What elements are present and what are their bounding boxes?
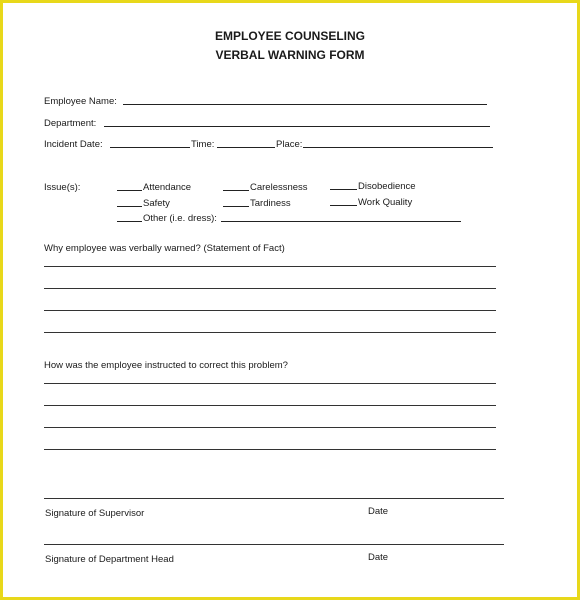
incident-date-label: Incident Date: [44, 139, 103, 150]
supervisor-date-label: Date [368, 506, 389, 517]
statement-answer-line[interactable] [44, 310, 496, 311]
attendance-checkline[interactable] [117, 190, 142, 191]
safety-option: Safety [143, 198, 170, 209]
issues-label: Issue(s): [44, 182, 81, 193]
form-title-line-1: EMPLOYEE COUNSELING [214, 29, 366, 43]
correction-answer-line[interactable] [44, 383, 496, 384]
correction-instructions-question: How was the employee instructed to correct this problem? [44, 360, 288, 371]
attendance-option: Attendance [143, 182, 192, 193]
tardiness-option: Tardiness [250, 198, 291, 209]
employee-name-label: Employee Name: [44, 96, 117, 107]
place-field[interactable] [303, 147, 493, 148]
statement-of-fact-question: Why employee was verbally warned? (Statement of Fact) [44, 243, 285, 254]
department-field[interactable] [104, 126, 490, 127]
department-head-signature-line[interactable] [44, 544, 504, 545]
place-label: Place: [276, 139, 303, 150]
incident-date-field[interactable] [110, 147, 190, 148]
supervisor-signature-label: Signature of Supervisor [45, 508, 145, 519]
department-label: Department: [44, 118, 97, 129]
other-checkline[interactable] [117, 221, 142, 222]
safety-checkline[interactable] [117, 206, 142, 207]
disobedience-option: Disobedience [358, 181, 416, 192]
supervisor-signature-line[interactable] [44, 498, 504, 499]
other-option: Other (i.e. dress): [143, 213, 217, 224]
other-description-field[interactable] [221, 221, 461, 222]
correction-answer-line[interactable] [44, 449, 496, 450]
time-label: Time: [191, 139, 215, 150]
carelessness-option: Carelessness [250, 182, 308, 193]
carelessness-checkline[interactable] [223, 190, 249, 191]
time-field[interactable] [217, 147, 275, 148]
department-head-signature-label: Signature of Department Head [45, 554, 174, 565]
form-title-line-2: VERBAL WARNING FORM [215, 48, 365, 62]
statement-answer-line[interactable] [44, 266, 496, 267]
statement-answer-line[interactable] [44, 288, 496, 289]
correction-answer-line[interactable] [44, 405, 496, 406]
correction-answer-line[interactable] [44, 427, 496, 428]
work-quality-option: Work Quality [358, 197, 413, 208]
employee-name-field[interactable] [123, 104, 487, 105]
tardiness-checkline[interactable] [223, 206, 249, 207]
department-head-date-label: Date [368, 552, 389, 563]
statement-answer-line[interactable] [44, 332, 496, 333]
disobedience-checkline[interactable] [330, 189, 357, 190]
work-quality-checkline[interactable] [330, 205, 357, 206]
